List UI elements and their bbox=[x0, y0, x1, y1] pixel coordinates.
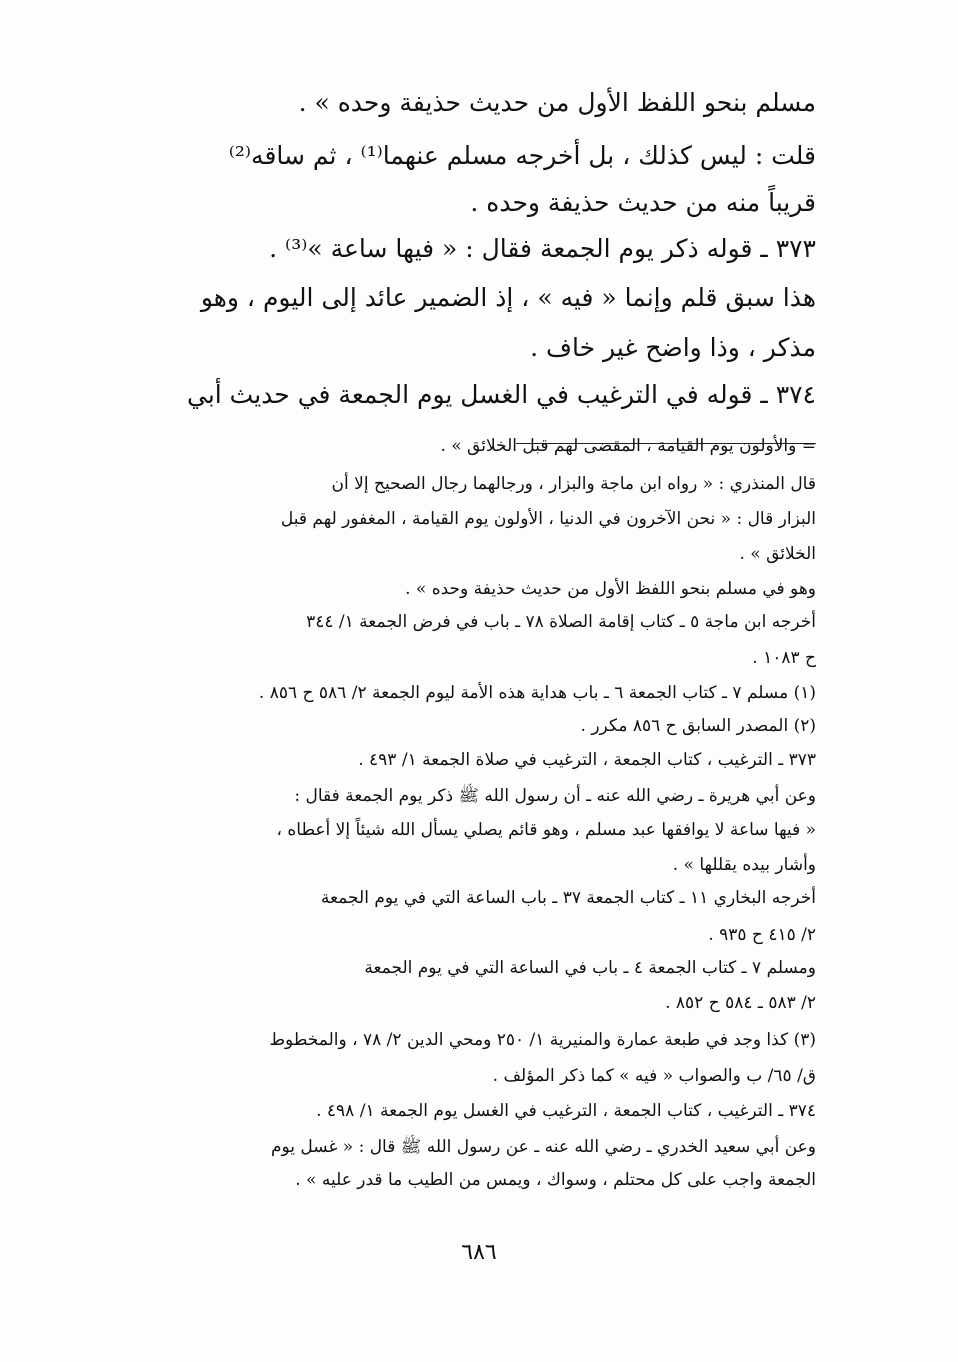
footnote-2: (٢) المصدر السابق ح ٨٥٦ مكرر . bbox=[580, 716, 816, 736]
footnote-line-11: وعن أبي هريرة ـ رضي الله عنه ـ أن رسول الله ﷺ ذكر يوم الجمعة فقال : bbox=[294, 786, 816, 806]
main-line-7: ٣٧٤ ـ قوله في الترغيب في الغسل يوم الجمعة في حديث أبي bbox=[186, 380, 816, 409]
main-line-1: مسلم بنحو اللفظ الأول من حديث حذيفة وحده » . bbox=[298, 88, 816, 117]
footnote-line-2: قال المنذري : « رواه ابن ماجة والبزار ، ورجالهما رجال الصحيح إلا أن bbox=[331, 474, 816, 494]
main-line-4: ٣٧٣ ـ قوله ذكر يوم الجمعة فقال : « فيها ساعة »⁽³⁾ . bbox=[269, 234, 816, 263]
main-line-2: قلت : ليس كذلك ، بل أخرجه مسلم عنهما⁽¹⁾ ، ثم ساقه⁽²⁾ bbox=[228, 141, 816, 170]
footnote-line-19: ق/ ٦٥/ ب والصواب « فيه » كما ذكر المؤلف . bbox=[492, 1066, 816, 1086]
main-line-3: قريباً منه من حديث حذيفة وحده . bbox=[470, 188, 816, 217]
footnote-line-16: ومسلم ٧ ـ كتاب الجمعة ٤ ـ باب في الساعة التي في يوم الجمعة bbox=[364, 958, 816, 978]
footnote-line-4: الخلائق » . bbox=[739, 544, 816, 564]
footnote-line-7: ح ١٠٨٣ . bbox=[752, 648, 816, 668]
footnote-3: (٣) كذا وجد في طبعة عمارة والمنيرية ١/ ٢٥٠ ومحي الدين ٢/ ٧٨ ، والمخطوط bbox=[269, 1030, 816, 1050]
footnote-1: (١) مسلم ٧ ـ كتاب الجمعة ٦ ـ باب هداية هذه الأمة ليوم الجمعة ٢/ ٥٨٦ ح ٨٥٦ . bbox=[258, 683, 816, 703]
footnote-line-15: ٢/ ٤١٥ ح ٩٣٥ . bbox=[708, 925, 816, 945]
footnote-line-3: البزار قال : « نحن الآخرون في الدنيا ، الأولون يوم القيامة ، المغفور لهم قبل bbox=[280, 509, 816, 529]
footnote-line-20: ٣٧٤ ـ الترغيب ، كتاب الجمعة ، الترغيب في الغسل يوم الجمعة ١/ ٤٩٨ . bbox=[316, 1101, 816, 1121]
main-line-6: مذكر ، وذا واضح غير خاف . bbox=[530, 333, 816, 362]
footnote-line-6: أخرجه ابن ماجة ٥ ـ كتاب إقامة الصلاة ٧٨ ـ باب في فرض الجمعة ١/ ٣٤٤ bbox=[306, 612, 816, 632]
main-line-5: هذا سبق قلم وإنما « فيه » ، إذ الضمير عائد إلى اليوم ، وهو bbox=[200, 283, 816, 312]
footnote-line-10: ٣٧٣ ـ الترغيب ، كتاب الجمعة ، الترغيب في صلاة الجمعة ١/ ٤٩٣ . bbox=[358, 750, 816, 770]
footnote-line-17: ٢/ ٥٨٣ ـ ٥٨٤ ح ٨٥٢ . bbox=[665, 993, 816, 1013]
footnote-line-21: وعن أبي سعيد الخدري ـ رضي الله عنه ـ عن رسول الله ﷺ قال : « غسل يوم bbox=[270, 1137, 816, 1157]
footnote-line-1: = والأولون يوم القيامة ، المقضى لهم قبل الخلائق » . bbox=[440, 436, 816, 456]
page-number: ٦٨٦ bbox=[461, 1240, 497, 1265]
footnote-line-22: الجمعة واجب على كل محتلم ، وسواك ، ويمس من الطيب ما قدر عليه » . bbox=[295, 1170, 816, 1190]
footnote-line-13: وأشار بيده يقللها » . bbox=[672, 855, 816, 875]
footnote-line-12: « فيها ساعة لا يوافقها عبد مسلم ، وهو قائم يصلي يسأل الله شيئاً إلا أعطاه ، bbox=[276, 820, 816, 840]
footnote-line-5: وهو في مسلم بنحو اللفظ الأول من حديث حذيفة وحده » . bbox=[405, 579, 816, 599]
footnote-line-14: أخرجه البخاري ١١ ـ كتاب الجمعة ٣٧ ـ باب الساعة التي في يوم الجمعة bbox=[320, 888, 816, 908]
